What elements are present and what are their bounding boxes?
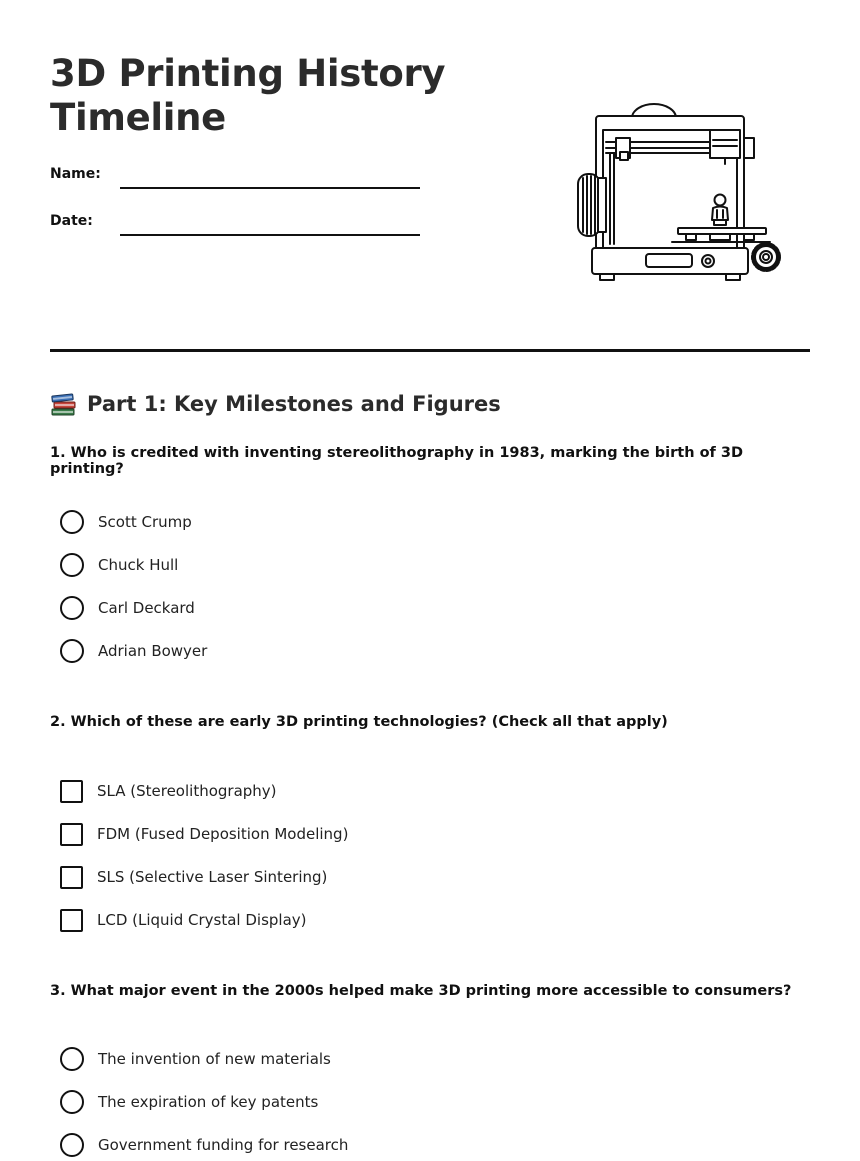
option-label: Scott Crump [98, 513, 192, 531]
option-label: SLA (Stereolithography) [97, 782, 277, 800]
option-label: LCD (Liquid Crystal Display) [97, 911, 307, 929]
option-label: Government funding for research [98, 1136, 349, 1154]
q3-option-1[interactable] [60, 1046, 331, 1072]
date-input-line[interactable] [120, 234, 420, 236]
radio-button[interactable] [60, 510, 84, 534]
option-label: The invention of new materials [98, 1050, 331, 1068]
checkbox[interactable] [60, 823, 83, 846]
title-line-1: 3D Printing History [50, 52, 446, 95]
radio-button[interactable] [60, 596, 84, 620]
q2-option-4[interactable] [60, 907, 307, 933]
question-2-text: 2. Which of these are early 3D printing technologies? (Check all that apply) [50, 714, 668, 730]
name-label: Name: [50, 166, 101, 182]
date-field [50, 207, 420, 237]
radio-button[interactable] [60, 1133, 84, 1157]
header-divider [50, 349, 810, 352]
title-line-2: Timeline [50, 96, 226, 139]
radio-button[interactable] [60, 1090, 84, 1114]
q3-option-2[interactable] [60, 1089, 318, 1115]
option-label: SLS (Selective Laser Sintering) [97, 868, 328, 886]
q3-option-3[interactable] [60, 1132, 348, 1158]
radio-button[interactable] [60, 553, 84, 577]
q2-option-2[interactable] [60, 821, 348, 847]
name-field [50, 160, 420, 190]
option-label: Carl Deckard [98, 599, 195, 617]
option-label: FDM (Fused Deposition Modeling) [97, 825, 349, 843]
date-label: Date: [50, 213, 93, 229]
q1-option-2[interactable] [60, 552, 178, 578]
books-icon [50, 390, 78, 418]
q1-option-1[interactable] [60, 509, 192, 535]
q2-option-3[interactable] [60, 864, 327, 890]
q1-option-4[interactable] [60, 638, 207, 664]
q2-option-1[interactable] [60, 778, 277, 804]
q1-option-3[interactable] [60, 595, 195, 621]
checkbox[interactable] [60, 780, 83, 803]
3d-printer-icon [570, 96, 790, 286]
section-heading-text: Part 1: Key Milestones and Figures [87, 392, 501, 416]
page-title [50, 52, 510, 140]
option-label: Adrian Bowyer [98, 642, 208, 660]
option-label: Chuck Hull [98, 556, 179, 574]
question-1-text: 1. Who is credited with inventing stereolithography in 1983, marking the birth of 3D printing? [50, 445, 744, 477]
option-label: The expiration of key patents [98, 1093, 319, 1111]
name-input-line[interactable] [120, 187, 420, 189]
checkbox[interactable] [60, 866, 83, 889]
question-3-text: 3. What major event in the 2000s helped make 3D printing more accessible to consumers? [50, 983, 792, 999]
checkbox[interactable] [60, 909, 83, 932]
radio-button[interactable] [60, 639, 84, 663]
radio-button[interactable] [60, 1047, 84, 1071]
section-heading-part-1 [50, 388, 501, 420]
